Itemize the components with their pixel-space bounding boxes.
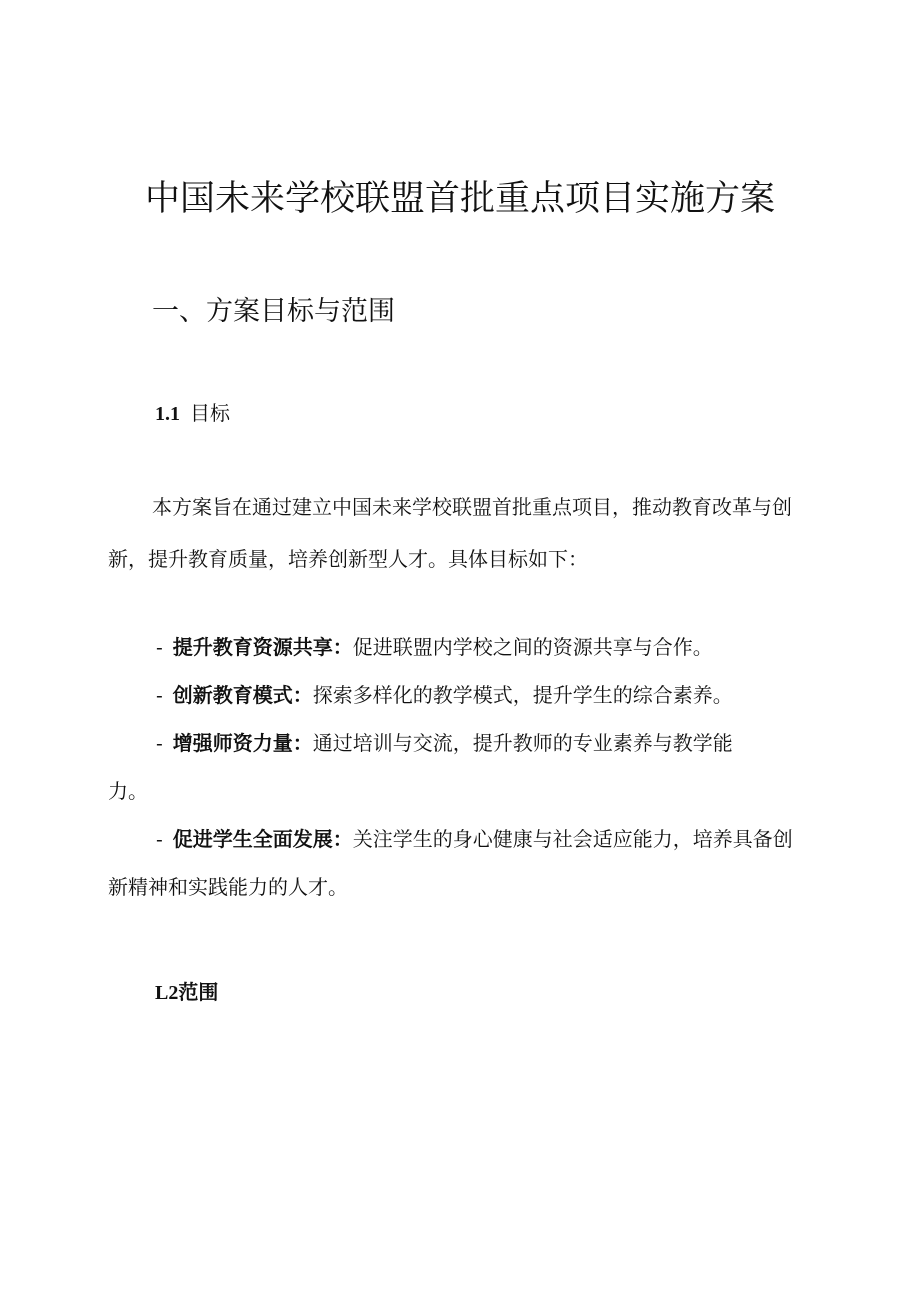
goal-text: 通过培训与交流，提升教师的专业素养与教学能力。: [108, 731, 733, 803]
list-item: [108, 719, 748, 815]
list-item: [108, 623, 808, 671]
document-title: 中国未来学校联盟首批重点项目实施方案: [144, 179, 775, 219]
bullet-dash: -: [156, 683, 163, 707]
bullet-dash: -: [156, 731, 163, 755]
subsection-heading-scope: [155, 977, 218, 1008]
intro-paragraph: 本方案旨在通过建立中国未来学校联盟首批重点项目，推动教育改革与创新，提升教育质量，培养创新型人才。具体目标如下：: [108, 495, 792, 571]
goal-label: 增强师资力量：: [172, 731, 313, 755]
bullet-dash: -: [156, 635, 163, 659]
subsection-heading-goals: [155, 398, 230, 429]
goal-text: 关注学生的身心健康与社会适应能力，培养具备创新精神和实践能力的人才。: [108, 827, 793, 899]
section-heading-objectives-scope: 一、方案目标与范围: [152, 296, 395, 327]
goal-label: 促进学生全面发展：: [172, 827, 353, 851]
subsection-number: 1.1: [155, 403, 180, 425]
subsection-title: 范围: [178, 980, 219, 1004]
bullet-dash: -: [156, 827, 163, 851]
goal-text: 探索多样化的教学模式，提升学生的综合素养。: [312, 683, 733, 707]
subsection-title: 目标: [190, 401, 230, 425]
subsection-number: L2: [155, 982, 179, 1004]
goals-list: [108, 623, 808, 911]
goal-label: 创新教育模式：: [172, 683, 313, 707]
list-item: [108, 815, 808, 911]
goal-label: 提升教育资源共享：: [172, 635, 353, 659]
goal-text: 促进联盟内学校之间的资源共享与合作。: [352, 635, 713, 659]
list-item: [108, 671, 808, 719]
